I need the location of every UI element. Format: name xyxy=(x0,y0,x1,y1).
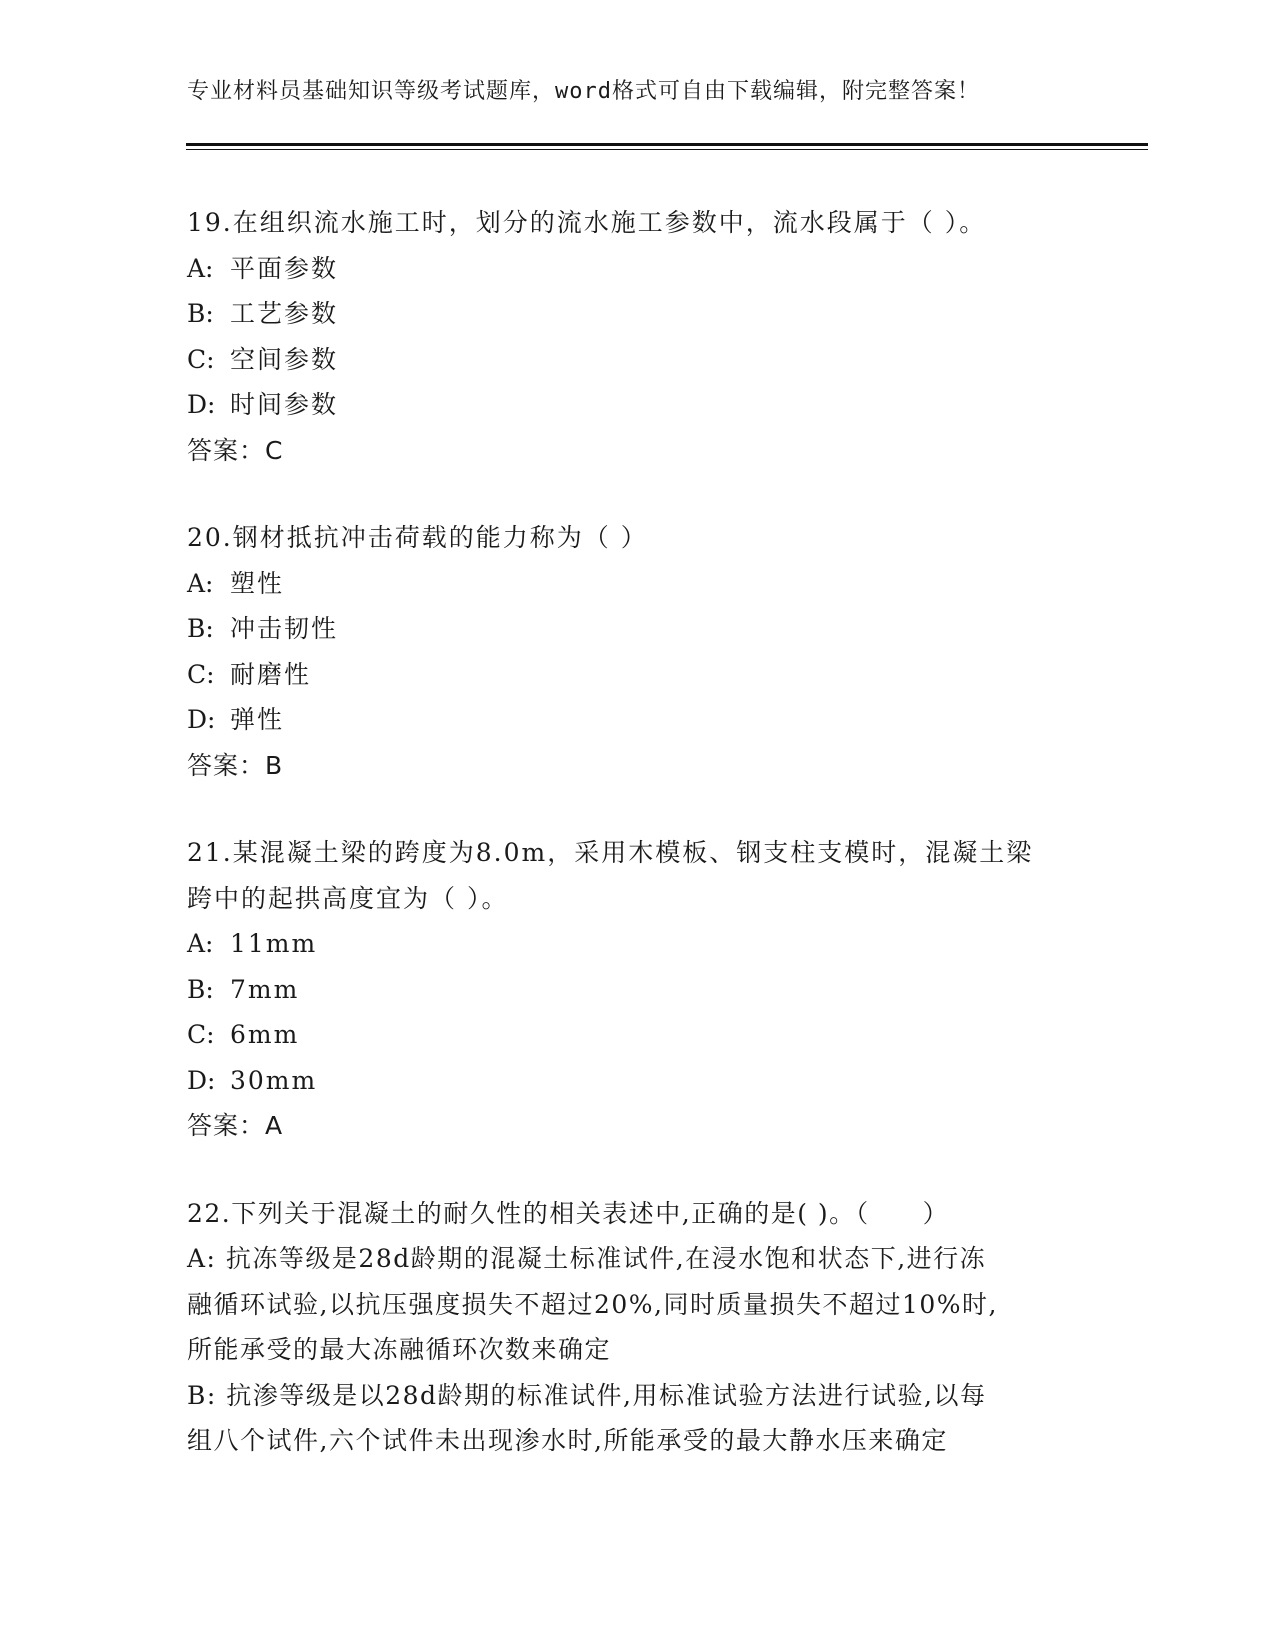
questions-content xyxy=(187,200,1087,1506)
option-text: 塑性 xyxy=(230,568,285,598)
option-b xyxy=(187,967,1087,1013)
option-letter: A: xyxy=(187,929,214,958)
answer-line: 答案：A xyxy=(187,1111,284,1140)
option-text: 工艺参数 xyxy=(230,299,339,328)
option-text: 30mm xyxy=(230,1065,318,1095)
question-22 xyxy=(187,1191,1087,1464)
option-letter: C: xyxy=(187,1020,215,1049)
option-b xyxy=(187,291,1087,337)
question-21 xyxy=(187,830,1087,1149)
option-d xyxy=(187,382,1087,428)
option-c xyxy=(187,1012,1087,1058)
option-a xyxy=(187,561,1087,607)
option-text: 平面参数 xyxy=(230,253,339,283)
option-letter: A: xyxy=(187,568,214,598)
header-rule-thin xyxy=(186,149,1148,150)
option-letter: B: xyxy=(187,299,214,328)
question-text: 19.在组织流水施工时，划分的流水施工参数中，流水段属于（ ）。 xyxy=(187,208,987,237)
page-header: 专业材料员基础知识等级考试题库，word格式可自由下载编辑，附完整答案！ xyxy=(187,79,980,104)
option-a-line: 融循环试验,以抗压强度损失不超过20%,同时质量损失不超过10%时, xyxy=(187,1289,998,1319)
option-b xyxy=(187,606,1087,652)
option-text: 弹性 xyxy=(230,705,285,734)
option-letter: C: xyxy=(187,659,215,689)
option-letter: D: xyxy=(187,705,216,734)
option-b-line: 组八个试件,六个试件未出现渗水时,所能承受的最大静水压来确定 xyxy=(187,1426,948,1455)
question-19 xyxy=(187,200,1087,473)
answer-line: 答案：B xyxy=(187,750,284,780)
question-20 xyxy=(187,515,1087,788)
option-b-line: B: 抗渗等级是以28d龄期的标准试件,用标准试验方法进行试验,以每 xyxy=(187,1380,987,1410)
option-d xyxy=(187,1058,1087,1104)
answer-line: 答案：C xyxy=(187,435,284,465)
question-text-line: 跨中的起拱高度宜为（ ）。 xyxy=(187,883,509,913)
option-a xyxy=(187,921,1087,967)
option-text: 7mm xyxy=(230,974,300,1004)
option-text: 时间参数 xyxy=(230,390,339,419)
option-a-line: 所能承受的最大冻融循环次数来确定 xyxy=(187,1335,612,1364)
option-text: 空间参数 xyxy=(230,344,339,374)
option-letter: A: xyxy=(187,253,214,283)
header-rule-thick xyxy=(186,143,1148,146)
option-letter: B: xyxy=(187,974,214,1004)
option-a-line: A: 抗冻等级是28d龄期的混凝土标准试件,在浸水饱和状态下,进行冻 xyxy=(187,1244,987,1273)
option-letter: D: xyxy=(187,1065,216,1095)
question-text: 20.钢材抵抗冲击荷载的能力称为（ ） xyxy=(187,523,648,552)
option-text: 6mm xyxy=(230,1020,300,1049)
question-text: 22.下列关于混凝土的耐久性的相关表述中,正确的是( )。（ ） xyxy=(187,1198,950,1228)
question-text-line: 21.某混凝土梁的跨度为8.0m，采用木模板、钢支柱支模时，混凝土梁 xyxy=(187,838,1034,867)
option-d xyxy=(187,697,1087,743)
option-text: 11mm xyxy=(230,929,318,958)
option-c xyxy=(187,652,1087,698)
option-a xyxy=(187,246,1087,292)
option-text: 冲击韧性 xyxy=(230,614,339,643)
option-letter: D: xyxy=(187,390,216,419)
option-text: 耐磨性 xyxy=(230,659,312,689)
option-letter: B: xyxy=(187,614,214,643)
option-c xyxy=(187,337,1087,383)
option-letter: C: xyxy=(187,344,215,374)
